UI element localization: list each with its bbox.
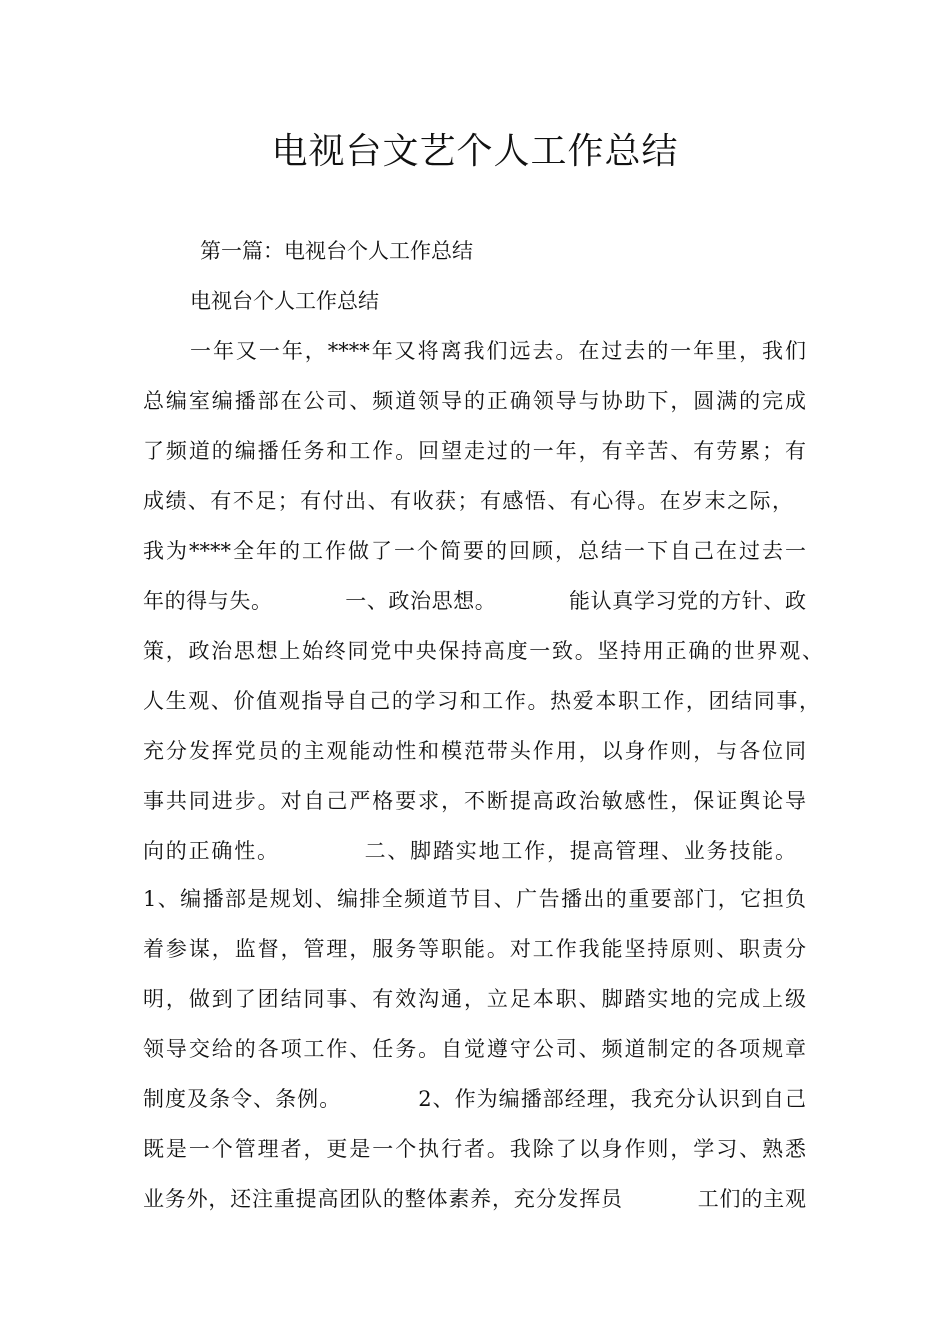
sub-heading: 电视台个人工作总结 <box>190 289 379 313</box>
paragraph-line: 一年又一年，****年又将离我们远去。在过去的一年里，我们 <box>190 339 806 363</box>
paragraph-line: 着参谋，监督，管理，服务等职能。对工作我能坚持原则、职责分 <box>143 937 806 961</box>
paragraph-line: 1、编播部是规划、编排全频道节目、广告播出的重要部门，它担负 <box>143 887 806 911</box>
document-title: 电视台文艺个人工作总结 <box>271 131 679 172</box>
paragraph-line: 既是一个管理者，更是一个执行者。我除了以身作则，学习、熟悉 <box>143 1137 806 1161</box>
paragraph-line: 明，做到了团结同事、有效沟通，立足本职、脚踏实地的完成上级 <box>143 987 806 1011</box>
paragraph-line: 业务外，还注重提高团队的整体素养，充分发挥员 工们的主观 <box>143 1187 806 1211</box>
section-heading: 第一篇：电视台个人工作总结 <box>200 239 473 263</box>
paragraph-line: 向的正确性。 二、脚踏实地工作，提高管理、业务技能。 <box>143 839 796 863</box>
paragraph-line: 成绩、有不足；有付出、有收获；有感悟、有心得。在岁末之际， <box>143 489 793 513</box>
paragraph-line: 年的得与失。 一、政治思想。 能认真学习党的方针、政 <box>143 589 806 613</box>
paragraph-line: 领导交给的各项工作、任务。自觉遵守公司、频道制定的各项规章 <box>143 1037 806 1061</box>
paragraph-line: 我为****全年的工作做了一个简要的回顾，总结一下自己在过去一 <box>143 539 806 563</box>
paragraph-line: 总编室编播部在公司、频道领导的正确领导与协助下，圆满的完成 <box>143 389 806 413</box>
paragraph-line: 策，政治思想上始终同党中央保持高度一致。坚持用正确的世界观、 <box>143 639 823 663</box>
paragraph-line: 人生观、价值观指导自己的学习和工作。热爱本职工作，团结同事， <box>143 689 820 713</box>
paragraph-line: 事共同进步。对自己严格要求，不断提高政治敏感性，保证舆论导 <box>143 789 806 813</box>
paragraph-line: 充分发挥党员的主观能动性和模范带头作用，以身作则，与各位同 <box>143 739 806 763</box>
paragraph-line: 制度及条令、条例。 2、作为编播部经理，我充分认识到自己 <box>143 1087 806 1111</box>
paragraph-line: 了频道的编播任务和工作。回望走过的一年，有辛苦、有劳累；有 <box>143 439 806 463</box>
